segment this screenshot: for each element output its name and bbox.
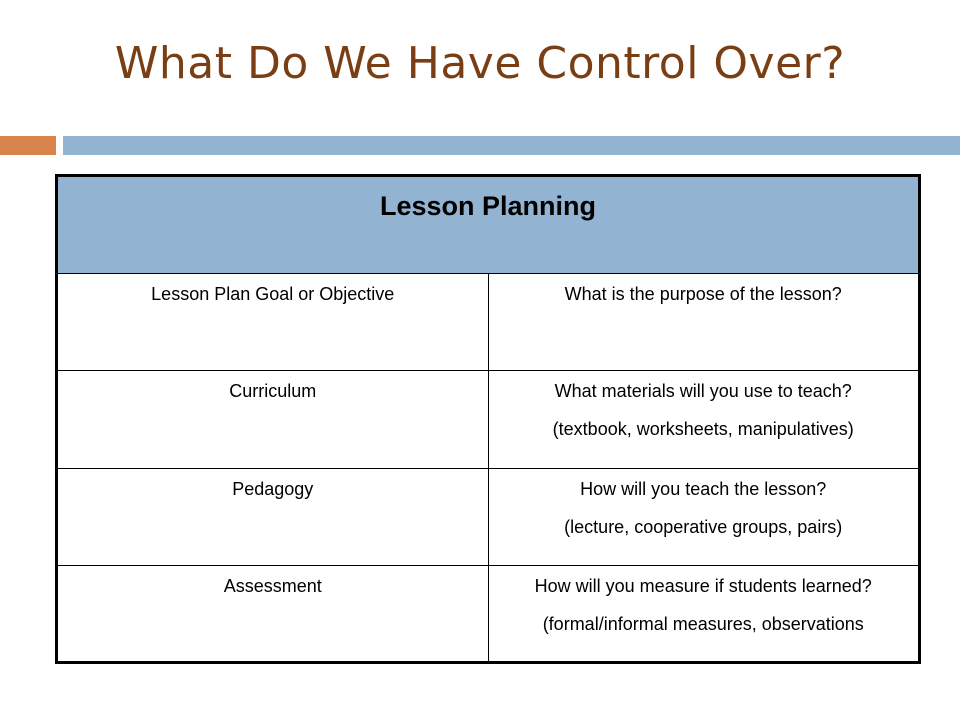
table-row	[57, 468, 920, 565]
row-label-cell	[57, 565, 489, 662]
row-detail-cell	[488, 468, 920, 565]
row-question: What is the purpose of the lesson?	[564, 284, 842, 305]
table-row	[57, 274, 920, 371]
row-detail-cell	[488, 274, 920, 371]
accent-bar-left	[0, 136, 56, 155]
lesson-planning-table	[55, 174, 921, 664]
table-row	[57, 371, 920, 468]
row-examples: (lecture, cooperative groups, pairs)	[564, 516, 843, 537]
row-question: How will you teach the lesson?	[580, 478, 827, 499]
row-detail-cell	[488, 565, 920, 662]
table-row	[57, 565, 920, 662]
accent-bar-right	[63, 136, 960, 155]
row-label-cell	[57, 468, 489, 565]
table-header-text: Lesson Planning	[379, 191, 597, 221]
row-label: Pedagogy	[232, 478, 314, 499]
row-label-cell	[57, 371, 489, 468]
table-header	[57, 176, 920, 274]
row-label: Assessment	[223, 575, 322, 596]
row-label: Lesson Plan Goal or Objective	[151, 284, 395, 305]
slide-title: What Do We Have Control Over?	[114, 38, 846, 89]
row-detail-cell	[488, 371, 920, 468]
row-question: What materials will you use to teach?	[554, 381, 852, 402]
row-label: Curriculum	[229, 381, 317, 402]
row-question: How will you measure if students learned?	[534, 575, 872, 596]
row-label-cell	[57, 274, 489, 371]
row-examples: (textbook, worksheets, manipulatives)	[552, 419, 854, 440]
table-header-row	[57, 176, 920, 274]
row-examples: (formal/informal measures, observations	[542, 613, 864, 634]
